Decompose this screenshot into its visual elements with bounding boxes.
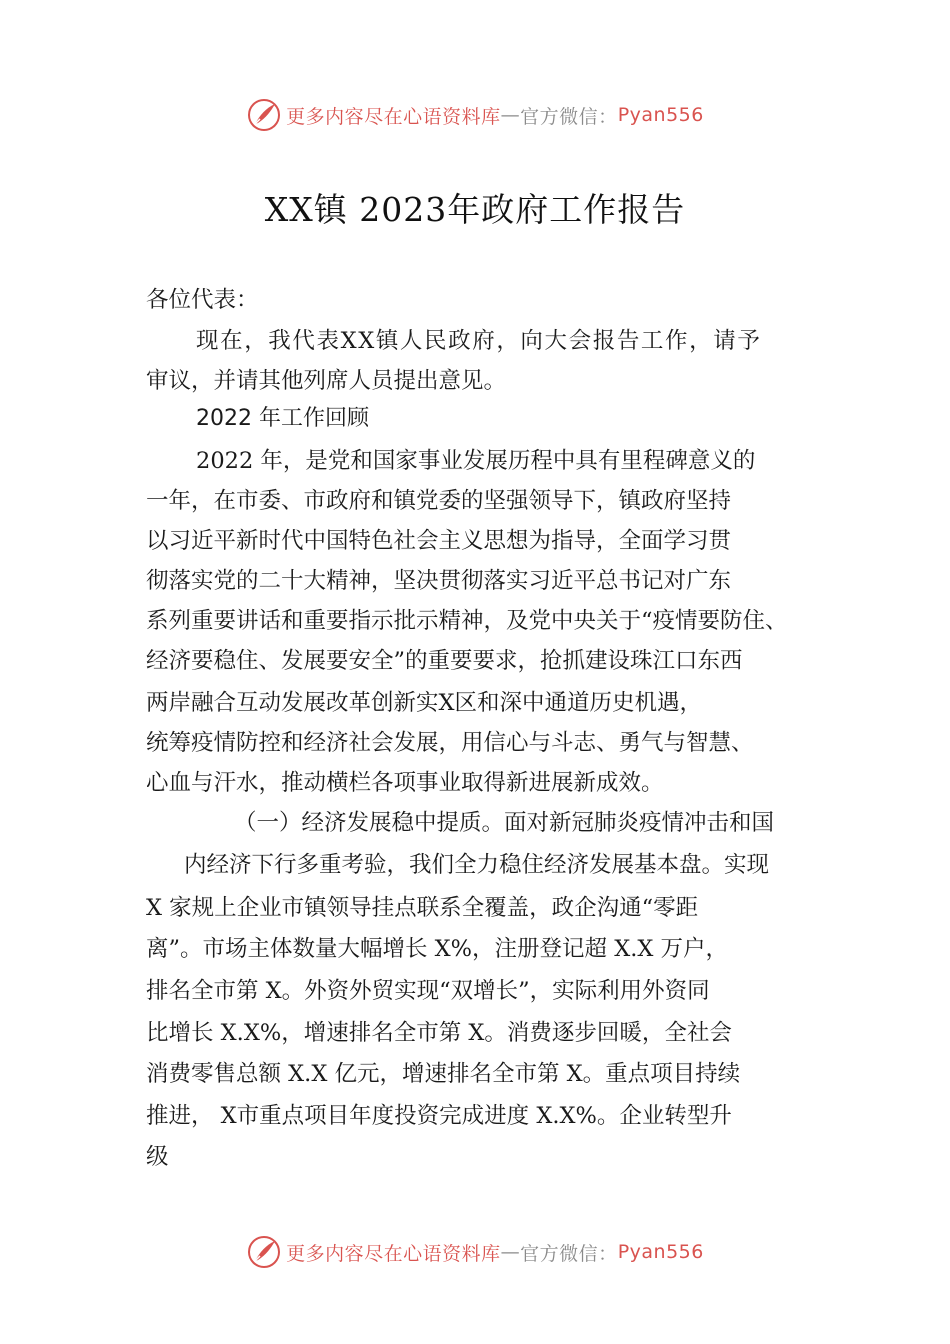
watermark-dash: — <box>500 104 521 126</box>
watermark-footer <box>0 1232 950 1272</box>
review-line-1: 2022 年，是党和国家事业发展历程中具有里程碑意义的 <box>196 448 756 474</box>
review-line-2: 一年，在市委、市政府和镇党委的坚强领导下，镇政府坚持 <box>146 488 732 514</box>
subsection-first-line-rest: 面对新冠肺炎疫情冲击和国 <box>504 810 775 836</box>
subsection-line-8: 级 <box>146 1144 169 1170</box>
watermark-brand: 更多内容尽在心语资料库 <box>286 1242 501 1265</box>
subsection-line-1: 内经济下行多重考验，我们全力稳住经济发展基本盘。实现 <box>184 852 770 878</box>
subsection-line-4: 排名全市第 X。外资外贸实现“双增长”，实际利用外资同 <box>146 978 710 1004</box>
review-line-6: 经济要稳住、发展要安全”的重要要求，抢抓建设珠江口东西 <box>146 648 743 674</box>
subsection-line-2: X 家规上企业市镇领导挂点联系全覆盖，政企沟通“零距 <box>146 895 699 921</box>
document-title: XX镇 2023年政府工作报告 <box>264 190 686 229</box>
subsection-line-6: 消费零售总额 X.X 亿元，增速排名全市第 X。重点项目持续 <box>146 1061 741 1087</box>
intro-line-2: 审议，并请其他列席人员提出意见。 <box>146 368 507 394</box>
watermark-wechat-label: 官方微信： <box>520 1242 618 1265</box>
quill-logo-icon <box>246 1234 282 1270</box>
review-line-5: 系列重要讲话和重要指示批示精神，及党中央关于“疫情要防住、 <box>146 608 788 634</box>
watermark-wechat-id: Pyan556 <box>617 104 704 126</box>
watermark-brand: 更多内容尽在心语资料库 <box>286 105 501 128</box>
watermark-wechat-label: 官方微信： <box>520 105 618 128</box>
subsection-line-7: 推进， X市重点项目年度投资完成进度 X.X%。企业转型升 <box>146 1103 732 1129</box>
watermark-header <box>0 95 950 135</box>
watermark-wechat-id: Pyan556 <box>617 1241 704 1263</box>
quill-logo-icon <box>246 97 282 133</box>
review-line-3: 以习近平新时代中国特色社会主义思想为指导，全面学习贯 <box>146 528 732 554</box>
review-line-9: 心血与汗水，推动横栏各项事业取得新进展新成效。 <box>146 770 664 796</box>
review-line-4: 彻落实党的二十大精神，坚决贯彻落实习近平总书记对广东 <box>146 568 732 594</box>
review-line-7: 两岸融合互动发展改革创新实X区和深中通道历史机遇， <box>146 690 703 716</box>
salutation: 各位代表： <box>146 287 259 313</box>
section-heading: 2022 年工作回顾 <box>196 406 369 431</box>
subsection-first-line <box>234 803 774 843</box>
subsection-line-3: 离”。市场主体数量大幅增长 X%，注册登记超 X.X 万户， <box>146 936 729 962</box>
watermark-dash: — <box>500 1241 521 1263</box>
review-line-8: 统筹疫情防控和经济社会发展，用信心与斗志、勇气与智慧、 <box>146 730 754 756</box>
intro-line-1: 现在，我代表XX镇人民政府，向大会报告工作，请予 <box>196 328 762 354</box>
subsection-line-5: 比增长 X.X%，增速排名全市第 X。消费逐步回暖，全社会 <box>146 1020 732 1046</box>
subsection-lead: （一）经济发展稳中提质。 <box>234 810 505 836</box>
